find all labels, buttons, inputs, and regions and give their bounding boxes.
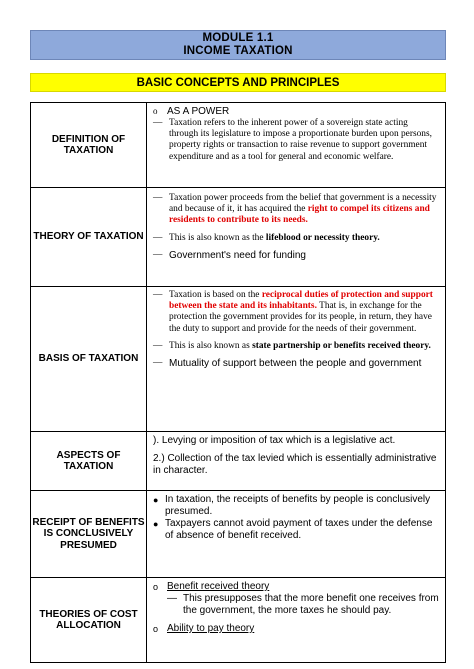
basis-item-2	[169, 341, 431, 352]
dash-bullet-icon: —	[153, 232, 163, 243]
basis-item-1	[169, 290, 439, 335]
theory-item-1-highlight: right to compel its citizens and residents to contribute to its needs.	[169, 204, 430, 226]
theory-item-2	[169, 233, 380, 244]
row-label-basis: BASIS OF TAXATION	[31, 287, 147, 432]
row-label-receipt: RECEIPT OF BENEFITS IS CONCLUSIVELY PRESUMED	[31, 491, 147, 578]
row-content-basis	[147, 287, 446, 432]
row-label-theory: THEORY OF TAXATION	[31, 188, 147, 287]
disc-bullet-icon: ●	[153, 519, 159, 529]
circle-bullet-icon: o	[153, 582, 159, 592]
cost-item-2-heading: Ability to pay theory	[167, 623, 255, 634]
row-label-aspects: ASPECTS OF TAXATION	[31, 432, 147, 491]
table-row-theory	[31, 188, 446, 287]
section-title-text: BASIC CONCEPTS AND PRINCIPLES	[136, 76, 340, 89]
definition-text: Taxation refers to the inherent power of a sovereign state acting through its legislature to impose a proportionate burden upon persons, property rights or transaction to raise revenue to support government expenditure and as a tool for general and economic welfare.	[169, 118, 432, 162]
theory-item-2-text: This is also known as the	[169, 232, 266, 243]
section-title	[30, 73, 446, 92]
theory-item-1	[169, 193, 439, 227]
row-content-theory	[147, 188, 446, 287]
circle-bullet-icon: o	[153, 106, 158, 116]
row-content-cost	[147, 578, 446, 663]
dash-bullet-icon: —	[153, 193, 163, 203]
row-label-cost: THEORIES OF COST ALLOCATION	[31, 578, 147, 663]
row-content-aspects	[147, 432, 446, 491]
list-item	[153, 250, 439, 262]
list-item	[153, 623, 439, 635]
theory-item-2-bold: lifeblood or necessity theory.	[265, 232, 380, 243]
list-item	[153, 593, 439, 617]
module-header	[30, 30, 446, 60]
concepts-table	[30, 102, 446, 663]
list-item	[153, 233, 439, 244]
module-number: MODULE 1.1	[202, 32, 274, 44]
dash-bullet-icon: —	[153, 249, 163, 260]
receipt-item-2: Taxpayers cannot avoid payment of taxes under the defense of absence of benefit received.	[165, 518, 433, 541]
row-label-definition: DEFINITION OF TAXATION	[31, 103, 147, 188]
list-item	[153, 290, 439, 335]
disc-bullet-icon: ●	[153, 495, 159, 505]
list-item	[153, 193, 439, 227]
list-item	[153, 341, 439, 352]
table-row-receipt	[31, 491, 446, 578]
basis-item-1-highlight: reciprocal duties of protection and support between the state and its inhabitants.	[169, 290, 433, 312]
row-content-receipt	[147, 491, 446, 578]
list-item	[153, 118, 439, 163]
list-item	[153, 518, 439, 542]
dash-bullet-icon: —	[153, 340, 163, 351]
basis-item-2-text: This is also known as	[169, 340, 253, 351]
table-row-cost	[31, 578, 446, 663]
dash-bullet-icon: —	[153, 358, 163, 369]
dash-bullet-icon: —	[167, 593, 177, 604]
theory-item-1-text: Taxation power proceeds from the belief that government is a necessity and because of it, it has acquired the	[169, 193, 437, 215]
cost-item-1-text: This presupposes that the more benefit one receives from the government, the more taxes he should pay.	[183, 593, 439, 616]
basis-item-1-text: Taxation is based on the	[169, 290, 262, 300]
list-item	[153, 581, 439, 593]
receipt-item-1: In taxation, the receipts of benefits by people is conclusively presumed.	[165, 494, 431, 517]
theory-item-3: Government's need for funding	[169, 249, 306, 261]
dash-bullet-icon: —	[153, 118, 163, 128]
table-row-definition	[31, 103, 446, 188]
aspects-item-2: 2.) Collection of the tax levied which is essentially administrative in character.	[153, 453, 437, 476]
table-row-basis	[31, 287, 446, 432]
list-item	[153, 358, 439, 370]
list-item	[153, 106, 439, 118]
basis-item-3: Mutuality of support between the people and government	[169, 358, 422, 370]
table-row-aspects	[31, 432, 446, 491]
sub-heading: AS A POWER	[167, 106, 230, 117]
basis-item-1-rest: That is, in exchange for the protection the government provides for its people, in return, they have the duty to support and provide for the needs of their government.	[169, 301, 432, 334]
row-content-definition	[147, 103, 446, 188]
circle-bullet-icon: o	[153, 624, 159, 634]
list-item	[153, 494, 439, 518]
module-title: INCOME TAXATION	[183, 45, 293, 57]
aspects-item-1: ). Levying or imposition of tax which is a legislative act.	[153, 435, 396, 446]
dash-bullet-icon: —	[153, 290, 163, 300]
basis-item-2-bold: state partnership or benefits received theory.	[252, 340, 431, 351]
cost-item-1-heading: Benefit received theory	[167, 581, 270, 592]
